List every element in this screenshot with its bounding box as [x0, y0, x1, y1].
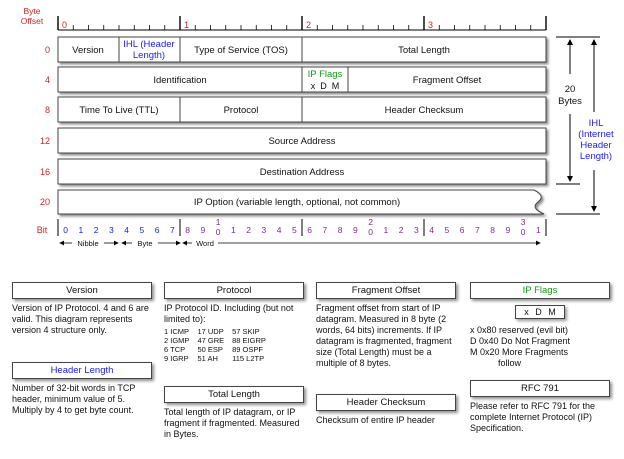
flag-line-x: x 0x80 reserved (evil bit): [470, 325, 569, 335]
bit-number: 8: [337, 225, 343, 235]
panel-rfc-body: Please refer to RFC 791 for the complete Internet Protocol (IP) Specification.: [470, 401, 596, 433]
bit-number: 4: [429, 225, 434, 235]
field-protocol: Protocol: [223, 105, 259, 116]
field-ihl: IHL (Header Length): [123, 39, 175, 61]
word-label: Word: [196, 239, 214, 248]
protocol-id-item: 51 AH: [197, 354, 218, 363]
protocol-id-item: 17 UDP: [197, 327, 224, 336]
top-bit-ruler: [58, 16, 546, 30]
panel-ip-flags: [470, 282, 610, 369]
bit-number: 0: [368, 227, 373, 237]
bit-number: 0: [63, 225, 68, 235]
field-tos: Type of Service (TOS): [194, 45, 288, 56]
panel-header-length-body: Number of 32-bit words in TCP header, minimum value of 5. Multiply by 4 to get byte count.: [12, 383, 136, 415]
bit-number: 9: [200, 225, 206, 235]
bit-number: 7: [322, 225, 328, 235]
protocol-col-3: [232, 327, 266, 363]
bit-number: 2: [93, 225, 99, 235]
protocol-id-item: 50 ESP: [197, 345, 223, 354]
panel-header-checksum-title: Header Checksum: [316, 394, 456, 411]
panel-header-length-title: Header Length: [12, 362, 152, 379]
panel-rfc-title: RFC 791: [470, 380, 610, 397]
field-source-address: Source Address: [268, 136, 336, 147]
panel-ip-flags-title: IP Flags: [470, 282, 610, 299]
protocol-id-item: 57 SKIP: [232, 327, 260, 336]
byte-marker: 2: [306, 20, 312, 30]
bit-number: 3: [520, 217, 526, 227]
panel-version: [12, 282, 152, 336]
bit-number: 8: [490, 225, 495, 235]
bit-number: 7: [475, 225, 480, 235]
bit-number: 1: [231, 225, 236, 235]
byte-marker: 3: [428, 20, 434, 30]
protocol-id-item: 2 IGMP: [164, 336, 190, 345]
bit-number: 2: [246, 225, 251, 235]
panel-total-length: [164, 386, 304, 440]
bit-number: 1: [536, 225, 541, 235]
panel-rfc: [470, 380, 610, 434]
protocol-id-item: 1 ICMP: [164, 327, 190, 336]
panel-protocol-title: Protocol: [164, 282, 304, 299]
panel-total-length-title: Total Length: [164, 386, 304, 403]
nibble-label: Nibble: [77, 239, 99, 248]
panel-fragment-offset: [316, 282, 456, 369]
bit-number: 4: [124, 225, 129, 235]
bit-number: 2: [368, 217, 373, 227]
panel-total-length-body: Total length of IP datagram, or IP fragment if fragmented. Measured in Bytes.: [164, 407, 300, 439]
bit-number: 6: [307, 225, 312, 235]
bit-number: 6: [459, 225, 465, 235]
panel-ip-flags-list: [470, 325, 610, 369]
byte-marker: 0: [62, 20, 68, 30]
bit-number: 5: [444, 225, 450, 235]
bit-number: 9: [353, 225, 358, 235]
bit-number: 6: [154, 225, 160, 235]
panel-header-checksum-body: Checksum of entire IP header: [316, 415, 435, 425]
bit-label: Bit: [36, 225, 48, 235]
protocol-id-item: 88 EIGRP: [232, 336, 266, 345]
protocol-id-item: 115 L2TP: [232, 354, 265, 363]
protocol-id-list: [164, 327, 304, 363]
flag-line-m-cont: follow: [498, 358, 522, 368]
field-header-checksum: Header Checksum: [384, 105, 464, 116]
panel-header-checksum: [316, 394, 456, 426]
panel-protocol-body: IP Protocol ID. Including (but not limited to):: [164, 303, 294, 324]
bit-number: 1: [215, 217, 221, 227]
panel-ip-flags-box: x D M: [515, 305, 565, 319]
panel-version-body: Version of IP Protocol. 4 and 6 are valid. This diagram represents version 4 structure only.: [12, 303, 149, 335]
bit-number: 9: [505, 225, 511, 235]
field-ttl: Time To Live (TTL): [79, 105, 159, 116]
row-offset: 16: [39, 167, 50, 177]
bit-number: 8: [185, 225, 190, 235]
flag-line-d: D 0x40 Do Not Fragment: [470, 336, 571, 346]
bit-number: 4: [276, 225, 282, 235]
byte-offset-label: Byte Offset: [20, 6, 44, 26]
field-version: Version: [72, 45, 104, 56]
panel-header-length: [12, 362, 152, 416]
panel-fragment-offset-title: Fragment Offset: [316, 282, 456, 299]
bottom-bit-ruler: [58, 217, 546, 237]
panel-fragment-offset-body: Fragment offset from start of IP datagram. Measured in 8 byte (2 words, 64 bits) increments. If IP datagram is fragmented, fragment size (Total Length) must be a multiple of 8 bytes.: [316, 303, 452, 368]
byte-label: Byte: [137, 239, 153, 248]
field-ip-flags: IP Flags: [307, 69, 343, 80]
bit-number: 3: [414, 225, 419, 235]
ihl-side-label: IHL (Internet Header Length): [578, 118, 614, 162]
bit-number: 5: [292, 225, 297, 235]
bit-number: 3: [109, 225, 114, 235]
field-destination-address: Destination Address: [259, 167, 345, 178]
field-flags-bits: x D M: [310, 81, 340, 91]
field-ip-option: IP Option (variable length, optional, not common): [193, 197, 401, 208]
protocol-col-2: [197, 327, 224, 363]
row-offset: 0: [44, 45, 50, 55]
field-identification: Identification: [153, 75, 207, 86]
bit-number: 0: [215, 227, 221, 237]
protocol-col-1: [164, 327, 189, 363]
bit-number: 2: [398, 225, 404, 235]
field-fragment-offset: Fragment Offset: [412, 75, 482, 86]
protocol-id-item: 47 GRE: [197, 336, 225, 345]
row-offset: 12: [39, 136, 50, 146]
flag-line-m: M 0x20 More Fragments: [470, 347, 569, 357]
bit-number: 1: [78, 225, 84, 235]
row-offsets: [40, 45, 50, 207]
twenty-bytes-label: 20 Bytes: [558, 84, 582, 107]
row-offset: 4: [44, 75, 50, 85]
panel-version-title: Version: [12, 282, 152, 299]
protocol-id-item: 9 IGRP: [164, 354, 189, 363]
field-total-length: Total Length: [398, 45, 450, 56]
panel-protocol: [164, 282, 304, 363]
byte-marker: 1: [184, 20, 190, 30]
header-rows: [58, 37, 546, 214]
protocol-id-item: 89 OSPF: [232, 345, 263, 354]
bit-number: 0: [520, 227, 526, 237]
bit-number: 3: [261, 225, 267, 235]
protocol-id-item: 6 TCP: [164, 345, 186, 354]
bit-number: 1: [383, 225, 389, 235]
bit-number: 5: [139, 225, 145, 235]
row-offset: 8: [44, 105, 50, 115]
bit-number: 7: [170, 225, 175, 235]
row-offset: 20: [39, 197, 50, 207]
